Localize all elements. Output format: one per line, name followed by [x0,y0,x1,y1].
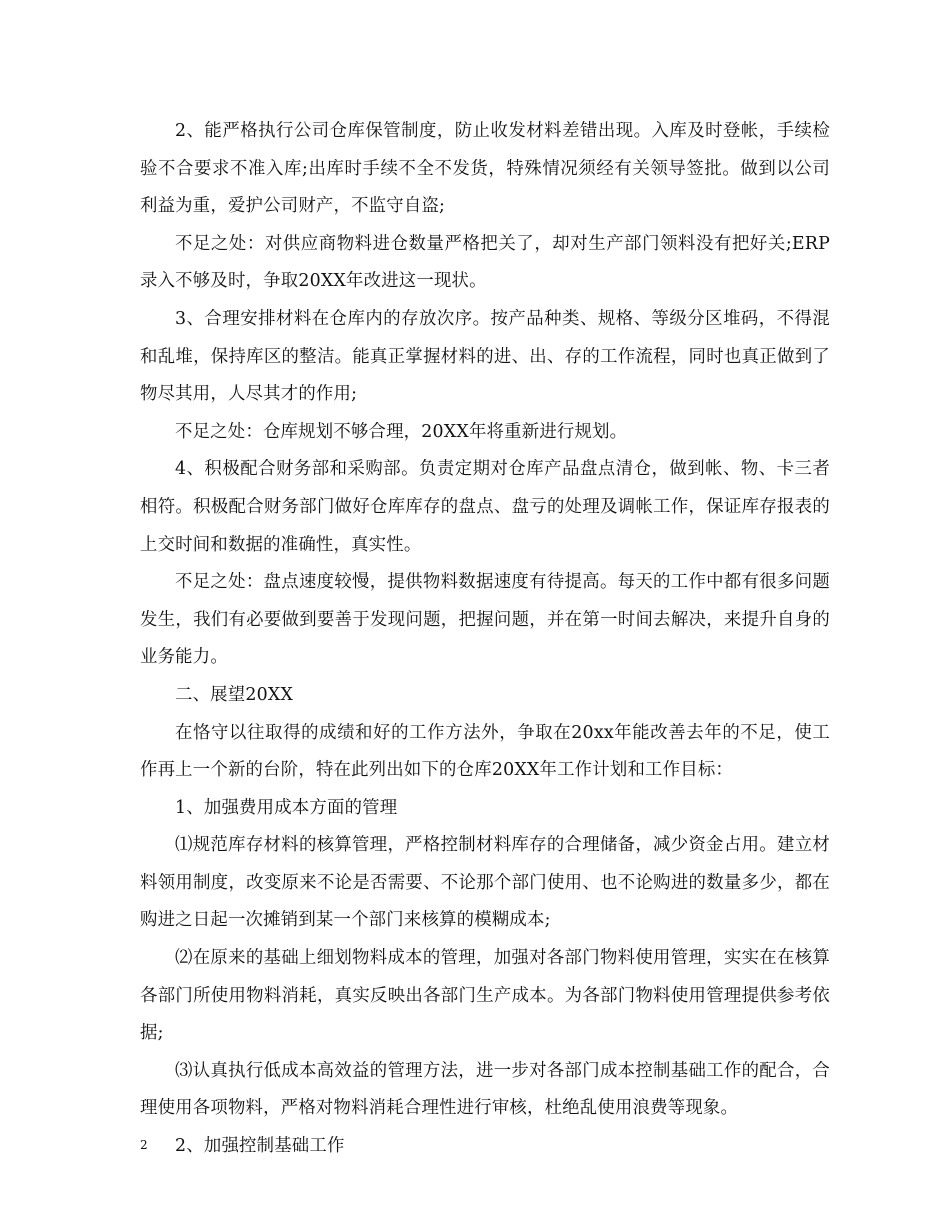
subheading-cost-management: 1、加强费用成本方面的管理 [175,797,398,818]
page-number: 2 [140,1138,148,1152]
section-heading-outlook: 二、展望20XX [175,684,294,705]
paragraph-shortcoming-3: 不足之处：盘点速度较慢，提供物料数据速度有待提高。每天的工作中都有很多问题发生，我们有必要做到要善于发现问题，把握问题，并在第一时间去解决，来提升自身的业务能力。 [140,572,830,668]
paragraph-item-4-finance-cooperation: 4、积极配合财务部和采购部。负责定期对仓库产品盘点清仓，做到帐、物、卡三者相符。积极配合财务部门做好仓库库存的盘点、盘亏的处理及调帐工作，保证库存报表的上交时间和数据的准确性，真实性。 [140,459,830,555]
paragraph-cost-item-1: ⑴规范库存材料的核算管理，严格控制材料库存的合理储备，减少资金占用。建立材料领用制度，改变原来不论是否需要、不论那个部门使用、也不论购进的数量多少，都在购进之日起一次摊销到某一个部门来核算的模糊成本; [140,835,830,931]
paragraph-item-3-storage-order: 3、合理安排材料在仓库内的存放次序。按产品种类、规格、等级分区堆码，不得混和乱堆，保持库区的整洁。能真正掌握材料的进、出、存的工作流程，同时也真正做到了物尽其用，人尽其才的作用; [140,308,830,405]
paragraph-shortcoming-2: 不足之处：仓库规划不够合理，20XX年将重新进行规划。 [175,421,628,442]
paragraph-outlook-intro: 在恪守以往取得的成绩和好的工作方法外，争取在20xx年能改善去年的不足，使工作再上一个新的台阶，特在此列出如下的仓库20XX年工作计划和工作目标： [140,722,830,781]
document-body [140,113,830,1166]
paragraph-cost-item-2: ⑵在原来的基础上细划物料成本的管理，加强对各部门物料使用管理，实实在在核算各部门所使用物料消耗，真实反映出各部门生产成本。为各部门物料使用管理提供参考依据; [140,948,830,1044]
paragraph-cost-item-3: ⑶认真执行低成本高效益的管理方法，进一步对各部门成本控制基础工作的配合，合理使用各项物料，严格对物料消耗合理性进行审核，杜绝乱使用浪费等现象。 [140,1060,830,1119]
paragraph-item-2-storage-rules: 2、能严格执行公司仓库保管制度，防止收发材料差错出现。入库及时登帐，手续检验不合要求不准入库;出库时手续不全不发货，特殊情况须经有关领导签批。做到以公司利益为重，爱护公司财产，不监守自盗; [140,121,830,217]
subheading-basic-control: 2、加强控制基础工作 [175,1136,345,1157]
paragraph-shortcoming-1: 不足之处：对供应商物料进仓数量严格把关了，却对生产部门领料没有把好关;ERP录入不够及时，争取20XX年改进这一现状。 [140,233,830,292]
